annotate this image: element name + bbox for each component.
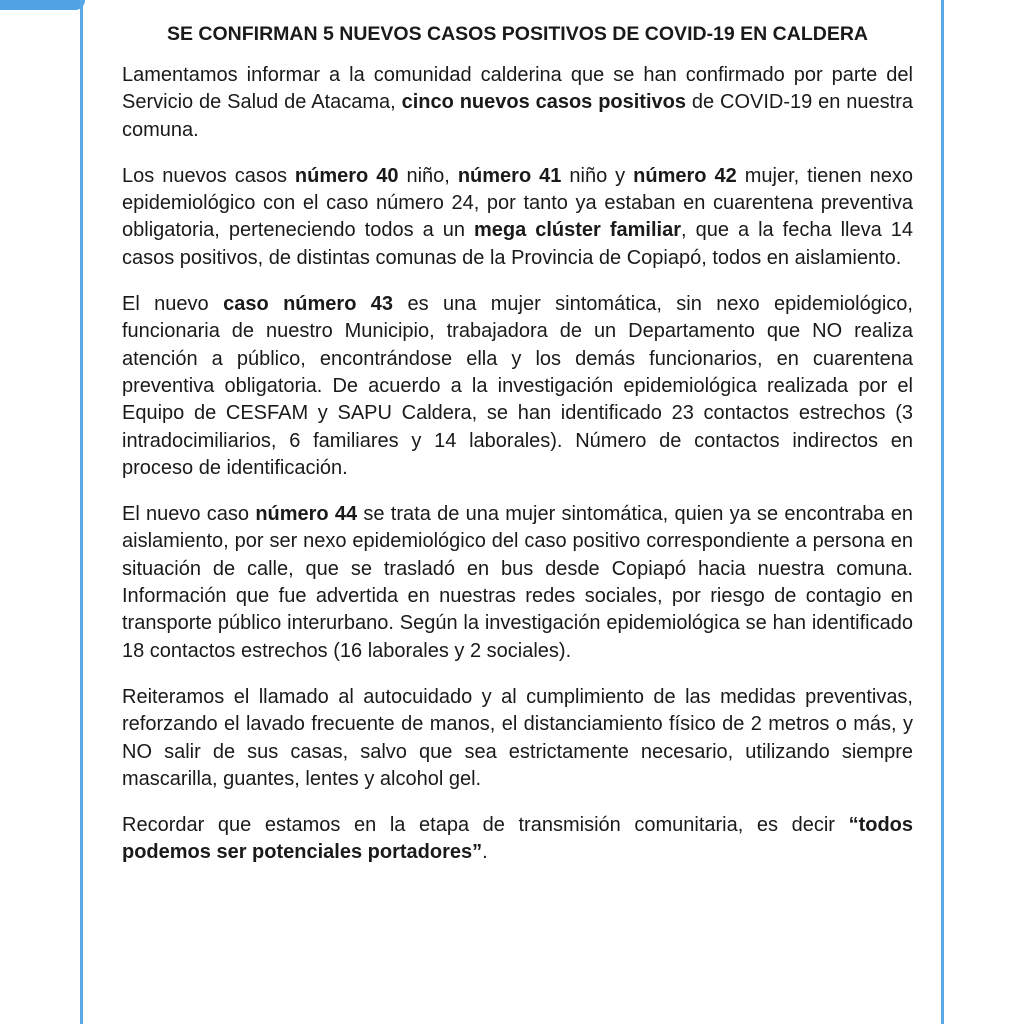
press-release — [122, 18, 913, 867]
bold-cinco-casos: cinco nuevos casos positivos — [401, 91, 686, 114]
left-border-line — [80, 0, 83, 1024]
paragraph-caso-44: El nuevo caso número 44 se trata de una mujer sintomática, quien ya se encontraba en aislamiento, por ser nexo epidemiológico del caso positivo correspondiente a persona en situación de calle, que se trasladó en bus desde Copiapó hacia nuestra comuna. Información que fue advertida en nuestras redes sociales, por riesgo de contagio en transporte público interurbano. Según la investigación epidemiológica se han identificado 18 contactos estrechos (16 laborales y 2 sociales). — [122, 503, 914, 662]
bold-numero-44: número 44 — [255, 503, 358, 526]
bold-mega-cluster: mega clúster familiar — [473, 219, 681, 242]
page-title: SE CONFIRMAN 5 NUEVOS CASOS POSITIVOS DE COVID-19 EN CALDERA — [166, 23, 869, 45]
bold-numero-41: número 41 — [457, 164, 562, 187]
paragraph-transmision: Recordar que estamos en la etapa de transmisión comunitaria, es decir “todos podemos ser potenciales portadores”. — [122, 814, 913, 864]
bold-caso-43: caso número 43 — [223, 293, 394, 316]
right-border-line — [941, 0, 944, 1024]
paragraph-autocuidado: Reiteramos el llamado al autocuidado y al cumplimiento de las medidas preventivas, reforzando el lavado frecuente de manos, el distanciamiento físico de 2 metros o más, y NO salir de sus casas, salvo que sea estrictamente necesario, utilizando siempre mascarilla, guantes, lentes y alcohol gel. — [122, 685, 913, 790]
bold-numero-40: número 40 — [294, 164, 399, 187]
bold-numero-42: número 42 — [633, 164, 737, 187]
bold-potenciales-portadores: “todos podemos ser potenciales portadores” — [122, 814, 913, 864]
paragraph-casos-40-42: Los nuevos casos número 40 niño, número 41 niño y número 42 mujer, tienen nexo epidemiológico con el caso número 24, por tanto ya estaban en cuarentena preventiva obligatoria, perteneciendo todos a un mega clúster familiar, que a la fecha lleva 14 casos positivos, de distintas comunas de la Provincia de Copiapó, todos en aislamiento. — [122, 164, 914, 269]
paragraph-caso-43: El nuevo caso número 43 es una mujer sintomática, sin nexo epidemiológico, funcionaria de nuestro Municipio, trabajadora de un Departamento que NO realiza atención a público, encontrándose ella y los demás funcionarios, en cuarentena preventiva obligatoria. De acuerdo a la investigación epidemiológica realizada por el Equipo de CESFAM y SAPU Caldera, se han identificado 23 contactos estrechos (3 intradocimiliarios, 6 familiares y 14 laborales). Número de contactos indirectos en proceso de identificación. — [122, 293, 913, 479]
corner-tab — [0, 0, 85, 10]
paragraph-intro: Lamentamos informar a la comunidad calderina que se han confirmado por parte del Servicio de Salud de Atacama, cinco nuevos casos positivos de COVID-19 en nuestra comuna. — [122, 64, 913, 141]
